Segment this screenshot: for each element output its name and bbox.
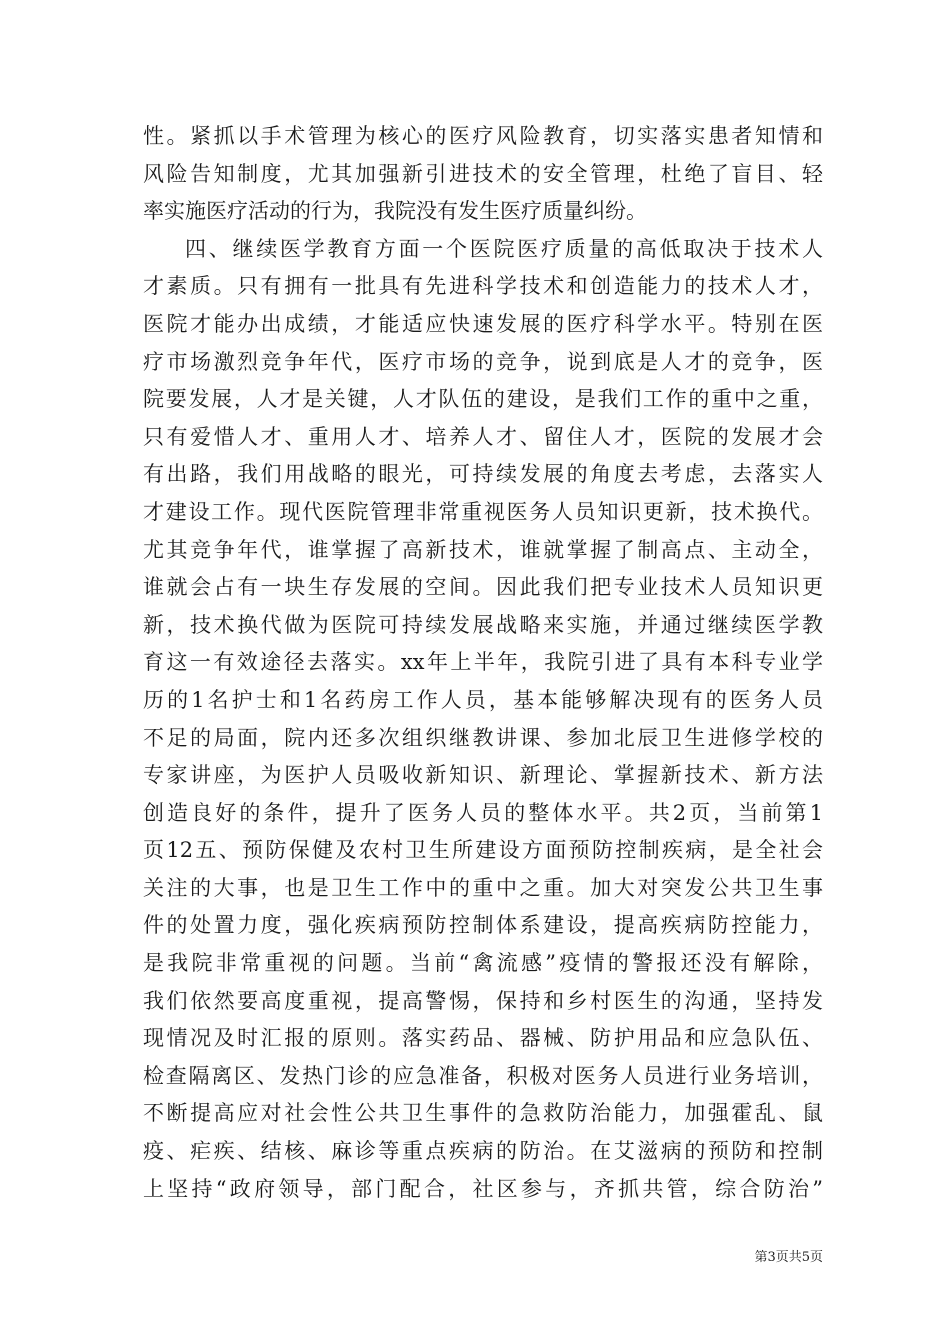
text-line: 不断提高应对社会性公共卫生事件的急救防治能力，加强霍乱、鼠 (143, 1101, 823, 1126)
text-line: 疗市场激烈竞争年代，医疗市场的竞争，说到底是人才的竞争，医 (143, 349, 823, 374)
text-line: 页12五、预防保健及农村卫生所建设方面预防控制疾病，是全社会 (143, 838, 823, 863)
text-line: 关注的大事，也是卫生工作中的重中之重。加大对突发公共卫生事 (143, 875, 823, 900)
text-line: 件的处置力度，强化疾病预防控制体系建设，提高疾病防控能力， (143, 913, 823, 938)
text-line: 不足的局面，院内还多次组织继教讲课、参加北辰卫生进修学校的 (143, 725, 823, 750)
text-line: 才素质。只有拥有一批具有先进科学技术和创造能力的技术人才， (143, 274, 823, 299)
text-line: 有出路，我们用战略的眼光，可持续发展的角度去考虑，去落实人 (143, 462, 823, 487)
text-line: 疫、疟疾、结核、麻诊等重点疾病的防治。在艾滋病的预防和控制 (143, 1139, 823, 1164)
text-line: 检查隔离区、发热门诊的应急准备，积极对医务人员进行业务培训， (143, 1063, 823, 1088)
text-line: 只有爱惜人才、重用人才、培养人才、留住人才，医院的发展才会 (143, 424, 823, 449)
text-line: 医院才能办出成绩，才能适应快速发展的医疗科学水平。特别在医 (143, 311, 823, 336)
text-line: 率实施医疗活动的行为，我院没有发生医疗质量纠纷。 (143, 199, 647, 224)
text-line: 院要发展，人才是关键，人才队伍的建设，是我们工作的重中之重， (143, 387, 823, 412)
text-line: 是我院非常重视的问题。当前“禽流感”疫情的警报还没有解除， (143, 951, 823, 976)
text-line: 现情况及时汇报的原则。落实药品、器械、防护用品和应急队伍、 (143, 1026, 823, 1051)
text-line-paragraph-start: 四、继续医学教育方面一个医院医疗质量的高低取决于技术人 (185, 236, 823, 261)
text-line: 我们依然要高度重视，提高警惕，保持和乡村医生的沟通，坚持发 (143, 988, 823, 1013)
text-line: 性。紧抓以手术管理为核心的医疗风险教育，切实落实患者知情和 (143, 124, 823, 148)
text-line: 创造良好的条件，提升了医务人员的整体水平。共2页，当前第1 (143, 800, 823, 825)
text-line: 新，技术换代做为医院可持续发展战略来实施，并通过继续医学教 (143, 612, 823, 637)
text-line: 尤其竞争年代，谁掌握了高新技术，谁就掌握了制高点、主动全， (143, 537, 823, 562)
text-line: 育这一有效途径去落实。xx年上半年，我院引进了具有本科专业学 (143, 650, 823, 675)
text-line: 才建设工作。现代医院管理非常重视医务人员知识更新，技术换代。 (143, 499, 823, 524)
text-line: 历的1名护士和1名药房工作人员，基本能够解决现有的医务人员 (143, 687, 823, 712)
text-line: 专家讲座，为医护人员吸收新知识、新理论、掌握新技术、新方法 (143, 763, 823, 788)
text-line: 谁就会占有一块生存发展的空间。因此我们把专业技术人员知识更 (143, 575, 823, 600)
text-line: 上坚持“政府领导，部门配合，社区参与，齐抓共管，综合防治” (143, 1176, 823, 1201)
body-text (143, 118, 823, 1208)
page-number-footer: 第3页共5页 (754, 1250, 823, 1265)
text-line: 风险告知制度，尤其加强新引进技术的安全管理，杜绝了盲目、轻 (143, 161, 823, 186)
